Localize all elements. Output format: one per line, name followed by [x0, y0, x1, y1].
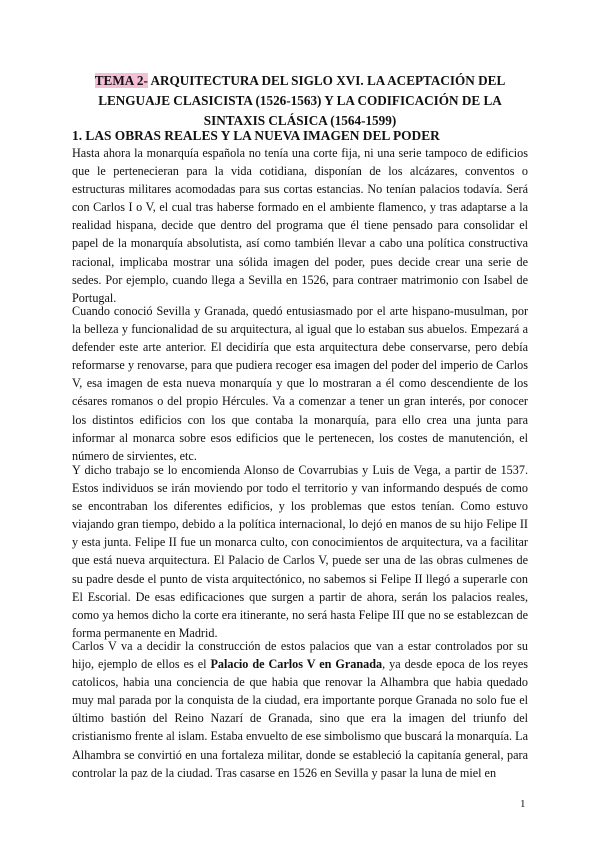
- paragraph-4-text-start: Carlos V va a decidir la construcción de estos palacios que van a estar controlados por su hijo, ejemplo de ellos es el: [72, 639, 528, 672]
- document-title: [72, 71, 528, 131]
- paragraph-4: [72, 637, 528, 782]
- paragraph-3: Y dicho trabajo se lo encomienda Alonso de Covarrubias y Luis de Vega, a partir de 1537. Estos individuos se irán moviendo por todo el territorio y van informando después de como se encontraban los diferentes edificios, y los problemas que estos tenían. Como estuvo viajando gran tiempo, debido a la política internacional, lo dejó en manos de su hijo Felipe II y esta junta. Felipe II fue un monarca culto, con conocimientos de arquitectura, va a facilitar que está nueva arquitectura. El Palacio de Carlos V, puede ser una de las obras culmenes de su padre desde el punto de vista arquitectónico, no sabemos si Felipe II llegó a superarle con El Escorial. De esas edificaciones que surgen a partir de ahora, serán los palacios reales, como ya hemos dicho la corte era itinerante, no será hasta Felipe III que no se establezcan de forma permanente en Madrid.: [72, 463, 528, 640]
- paragraph-2: Cuando conoció Sevilla y Granada, quedó entusiasmado por el arte hispano-musulman, por la belleza y funcionalidad de su arquitectura, al igual que lo estaban sus abuelos. Empezará a defender este arte anterior. El decidiría que esta arquitectura debe conservarse, pero debía reformarse y renovarse, para que pudiera recoger esa imagen del poder del imperio de Carlos V, esa imagen de esta nueva monarquía y que lo mostraran a él como descendiente de los césares romanos o del propio Hércules. Va a comenzar a tener un gran interés, por conocer los distintos edificios con los que contaba la monarquía, para ello crea una junta para informar al monarca sobre esos edificios que le pertenecen, los costes de manutención, el número de sirvientes, etc.: [72, 304, 528, 463]
- title-text: ARQUITECTURA DEL SIGLO XVI. LA ACEPTACIÓN DEL LENGUAJE CLASICISTA (1526-1563) Y LA CODIFICACIÓN DE LA SINTAXIS CLÁSICA (1564-1599): [98, 73, 506, 128]
- section-heading: 1. LAS OBRAS REALES Y LA NUEVA IMAGEN DEL PODER: [72, 128, 440, 143]
- paragraph-4-bold-text: Palacio de Carlos V en Granada: [210, 657, 383, 672]
- page-number: 1: [520, 798, 526, 810]
- paragraph-4-text-end: , ya desde epoca de los reyes catolicos, habia una conciencia de que habia que renovar la Alhambra que habia quedado muy mal parada por la conquista de la ciudad, era importante porque Granada no solo fue el último bastión del Reino Nazarí de Granada, sino que era la imagen del triunfo del cristianismo frente al islam. Estaba envuelto de ese simbolismo que buscará la monarquía. La Alhambra se convirtió en una fortaleza militar, donde se estableció la capitanía general, para controlar la paz de la ciudad. Tras casarse en 1526 en Sevilla y pasar la luna de miel en: [72, 657, 528, 780]
- title-tag: TEMA 2-: [94, 73, 148, 88]
- paragraph-1: Hasta ahora la monarquía española no tenía una corte fija, ni una serie tampoco de edificios que le pertenecieran para la vida cotidiana, disponían de los alcázares, conventos o estructuras militares acomodadas para sus cortas estancias. No tenían palacios todavía. Será con Carlos I o V, el cual tras haberse formado en el ambiente flamenco, y tras adaptarse a la realidad hispana, decide que dentro del programa que él tiene pensado para consolidar el papel de la monarquía absolutista, así como también llevar a cabo una política constructiva racional, implicaba mostrar una sólida imagen del poder, pues decide crear una serie de sedes. Por ejemplo, cuando llega a Sevilla en 1526, para contraer matrimonio con Isabel de Portugal.: [72, 146, 528, 305]
